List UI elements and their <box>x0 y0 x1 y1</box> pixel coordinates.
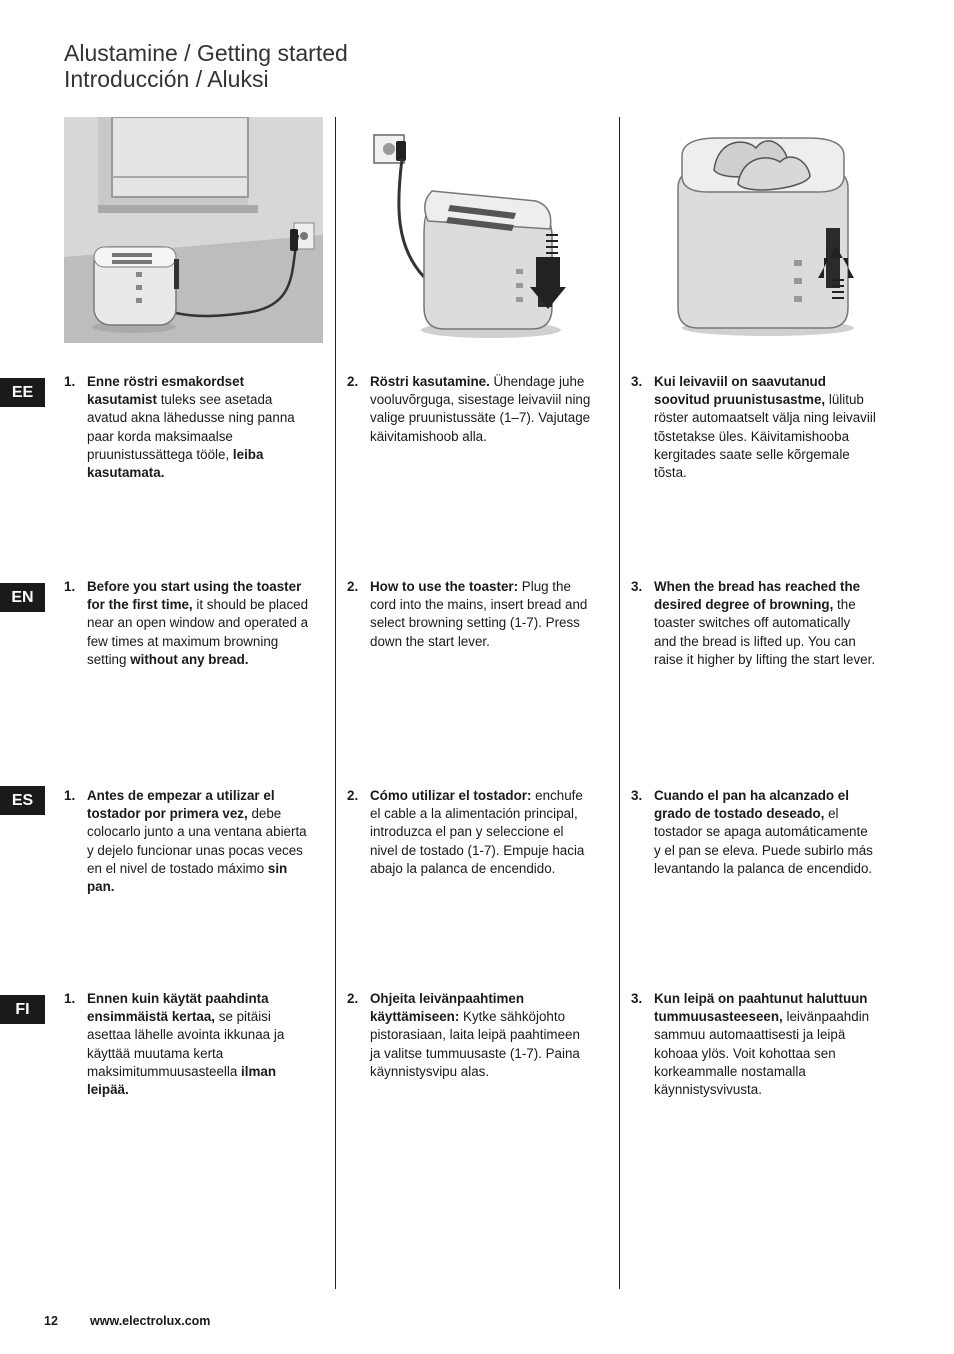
step-en-3 <box>631 578 876 669</box>
step-number: 2. <box>347 991 359 1006</box>
step-text: se pitäisi asettaa lähelle avointa ikkunaa ja käyttää muutama kerta maksimitummuusasteella <box>87 1009 285 1079</box>
website-link: www.electrolux.com <box>90 1314 211 1328</box>
page-title <box>64 40 348 92</box>
step-en-1 <box>64 578 309 669</box>
step-number: 1. <box>64 991 76 1006</box>
page-title-line-2: Introducción / Aluksi <box>64 66 269 92</box>
step-number: 3. <box>631 788 643 803</box>
step-bold-end: ilman leipää. <box>87 1063 277 1098</box>
lang-tab-en: EN <box>0 583 45 612</box>
step-bold: Röstri kasutamine. <box>370 374 490 389</box>
step-fi-2 <box>347 990 592 1081</box>
step-text: Kytke sähköjohto pistorasiaan, laita leipä paahtimeen ja valitse tummuusaste (1-7). Paina käynnistysvipu alas. <box>370 1009 580 1079</box>
step-ee-1 <box>64 373 309 482</box>
step-text: lülitub röster automaatselt välja ning leivaviil tõstetakse üles. Käivitamishooba kergitades saate selle kõrgemale tõsta. <box>654 392 876 481</box>
step-text: leivänpaahdin sammuu automaattisesti ja leipä kohoaa ylös. Voit kohottaa sen korkeammalle nostamalla käynnistysvivusta. <box>654 1009 870 1098</box>
step-number: 2. <box>347 579 359 594</box>
step-number: 1. <box>64 788 76 803</box>
step-ee-2 <box>347 373 592 446</box>
step-es-2 <box>347 787 592 878</box>
step-number: 2. <box>347 374 359 389</box>
toaster-plug-lever-down-icon <box>366 117 571 343</box>
step-bold: Cuando el pan ha alcanzado el grado de tostado deseado, <box>654 788 849 822</box>
step-number: 1. <box>64 374 76 389</box>
lang-tab-es: ES <box>0 786 45 815</box>
step-bold: Cómo utilizar el tostador: <box>370 788 532 803</box>
step-text: Ühendage juhe vooluvõrguga, sisestage leivaviil ning valige pruunistussäte (1–7). Vajutage käivitamishoob alla. <box>370 374 591 444</box>
page-number: 12 <box>44 1314 58 1328</box>
step-bold: Antes de empezar a utilizar el tostador por primera vez, <box>87 788 275 822</box>
lang-tab-fi: FI <box>0 995 45 1024</box>
step-ee-3 <box>631 373 876 482</box>
column-divider-2 <box>619 117 620 1289</box>
step-es-1 <box>64 787 309 896</box>
step-bold: Kun leipä on paahtunut haluttuun tummuusasteeseen, <box>654 991 868 1025</box>
step-text: tuleks see asetada avatud akna lähedusse ning panna paar korda maksimaalse pruunistussättega tööle, <box>87 392 295 462</box>
column-divider-1 <box>335 117 336 1289</box>
step-text: it should be placed near an open window and operated a few times at maximum browning setting <box>87 597 309 667</box>
step-text: enchufe el cable a la alimentación principal, introduzca el pan y seleccione el nivel de tostado (1-7). Empuje hacia abajo la palanca de encendido. <box>370 788 585 876</box>
step-bold-end: without any bread. <box>130 651 249 667</box>
step-number: 3. <box>631 374 643 389</box>
step-text: el tostador se apaga automáticamente y el pan se eleva. Puede subirlo más levantando la palanca de encendido. <box>654 806 873 876</box>
lang-tab-ee: EE <box>0 378 45 407</box>
step-bold: Kui leivaviil on saavutanud soovitud pruunistusastme, <box>654 374 826 408</box>
step-bold-end: sin pan. <box>87 860 288 895</box>
page-title-line-1: Alustamine / Getting started <box>64 40 348 66</box>
step-bold: How to use the toaster: <box>370 579 519 594</box>
step-bold: Ohjeita leivänpaahtimen käyttämiseen: <box>370 991 525 1025</box>
step-number: 3. <box>631 991 643 1006</box>
step-text: debe colocarlo junto a una ventana abierta y dejelo funcionar unas pocas veces en el nivel de tostado máximo <box>87 806 307 876</box>
step-en-2 <box>347 578 592 651</box>
step-text: the toaster switches off automatically and the bread is lifted up. You can raise it higher by lifting the start lever. <box>654 597 876 667</box>
step-number: 3. <box>631 579 643 594</box>
step-es-3 <box>631 787 876 878</box>
step-fi-3 <box>631 990 876 1099</box>
step-number: 2. <box>347 788 359 803</box>
toaster-bread-lever-up-icon <box>668 128 858 338</box>
step-fi-1 <box>64 990 309 1099</box>
step-bold: When the bread has reached the desired degree of browning, <box>654 579 861 613</box>
step-bold: Enne röstri esmakordset kasutamist <box>87 374 245 408</box>
step-bold: Ennen kuin käytät paahdinta ensimmäistä kertaa, <box>87 991 269 1025</box>
step-text: Plug the cord into the mains, insert bread and select browning setting (1-7). Press down the start lever. <box>370 579 588 649</box>
step-number: 1. <box>64 579 76 594</box>
step-bold-end: leiba kasutamata. <box>87 446 264 481</box>
step-bold: Before you start using the toaster for the first time, <box>87 579 302 613</box>
toaster-near-window-icon <box>64 117 323 343</box>
